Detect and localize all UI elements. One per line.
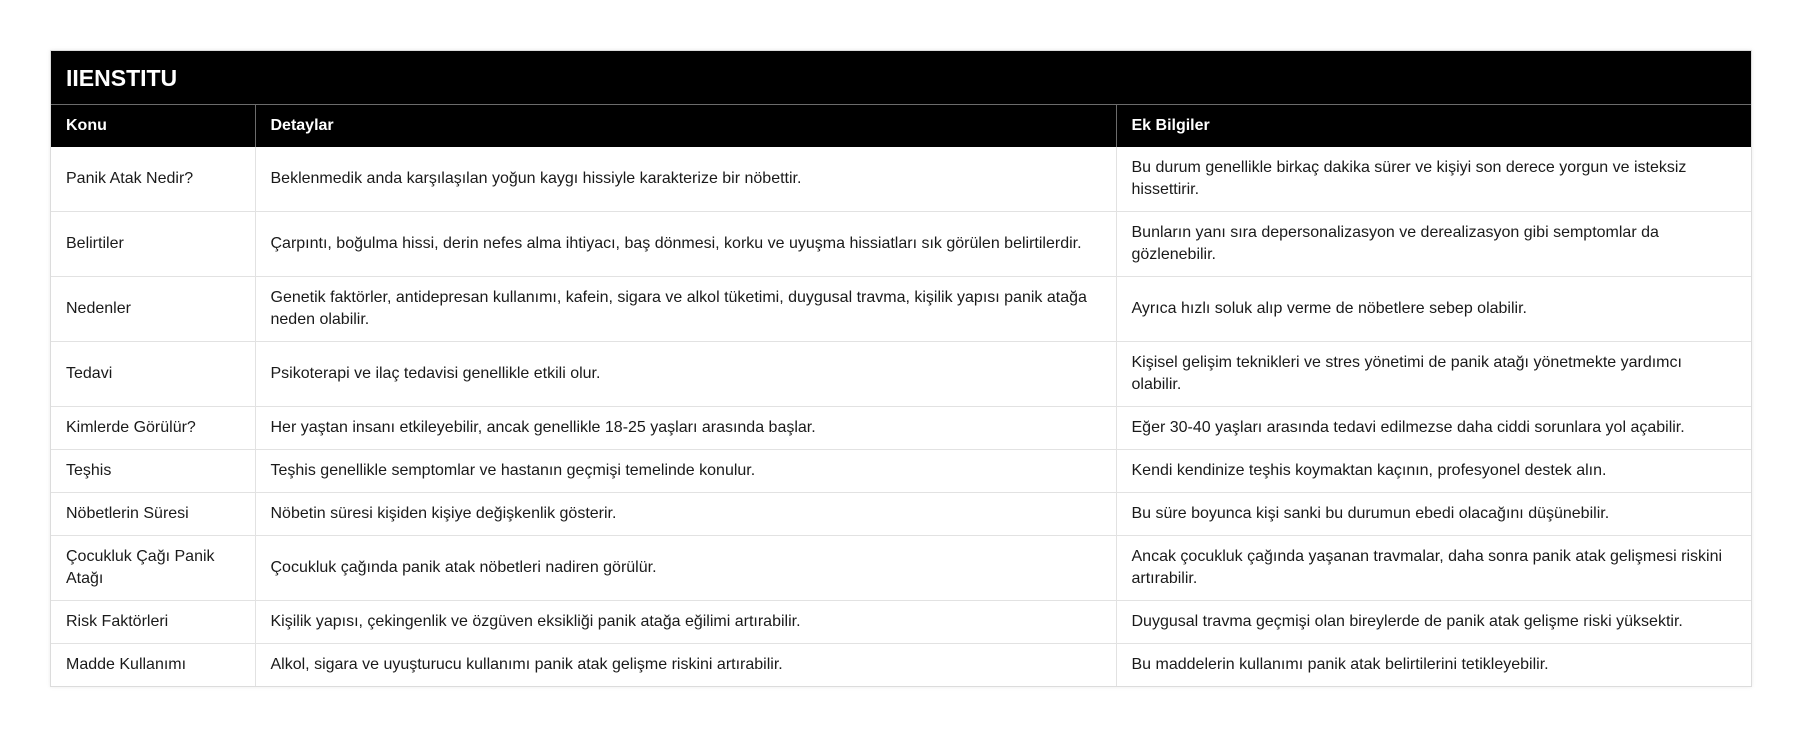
cell-detail: Beklenmedik anda karşılaşılan yoğun kaygı hissiyle karakterize bir nöbettir.	[255, 147, 1116, 212]
table-row	[51, 644, 1751, 687]
column-header-extra-info: Ek Bilgiler	[1116, 105, 1751, 147]
cell-topic: Teşhis	[51, 450, 255, 493]
cell-extra: Bu maddelerin kullanımı panik atak belirtilerini tetikleyebilir.	[1131, 656, 1549, 673]
table-row	[51, 493, 1751, 536]
cell-topic: Tedavi	[51, 342, 255, 407]
table-row	[51, 536, 1751, 601]
cell-extra: Eğer 30-40 yaşları arasında tedavi edilmezse daha ciddi sorunlara yol açabilir.	[1116, 407, 1751, 450]
cell-detail: Çocukluk çağında panik atak nöbetleri nadiren görülür.	[255, 536, 1116, 601]
cell-detail: Çarpıntı, boğulma hissi, derin nefes alma ihtiyacı, baş dönmesi, korku ve uyuşma hissiatları sık görülen belirtilerdir.	[255, 212, 1116, 277]
brand-title: IIENSTITU	[51, 51, 1751, 105]
table-row	[51, 147, 1751, 212]
cell-topic: Risk Faktörleri	[51, 601, 255, 644]
cell-topic: Çocukluk Çağı Panik Atağı	[51, 536, 255, 601]
table-row	[51, 450, 1751, 493]
column-header-topic: Konu	[51, 105, 255, 147]
cell-detail: Alkol, sigara ve uyuşturucu kullanımı panik atak gelişme riskini artırabilir.	[255, 644, 1116, 687]
cell-topic: Nedenler	[51, 277, 255, 342]
cell-topic: Belirtiler	[51, 212, 255, 277]
cell-detail: Psikoterapi ve ilaç tedavisi genellikle etkili olur.	[255, 342, 1116, 407]
cell-extra: Bu süre boyunca kişi sanki bu durumun ebedi olacağını düşünebilir.	[1116, 493, 1751, 536]
cell-extra: Kişisel gelişim teknikleri ve stres yönetimi de panik atağı yönetmekte yardımcı olabilir.	[1116, 342, 1751, 407]
info-table-card	[50, 50, 1752, 687]
cell-detail: Kişilik yapısı, çekingenlik ve özgüven eksikliği panik atağa eğilimi artırabilir.	[255, 601, 1116, 644]
cell-extra: Bu durum genellikle birkaç dakika sürer ve kişiyi son derece yorgun ve isteksiz hissettirir.	[1116, 147, 1751, 212]
cell-detail: Teşhis genellikle semptomlar ve hastanın geçmişi temelinde konulur.	[255, 450, 1116, 493]
cell-extra: Kendi kendinize teşhis koymaktan kaçının, profesyonel destek alın.	[1116, 450, 1751, 493]
cell-topic: Madde Kullanımı	[51, 644, 255, 687]
cell-extra: Bunların yanı sıra depersonalizasyon ve derealizasyon gibi semptomlar da gözlenebilir.	[1116, 212, 1751, 277]
cell-detail: Nöbetin süresi kişiden kişiye değişkenlik gösterir.	[255, 493, 1116, 536]
table-row	[51, 342, 1751, 407]
cell-topic: Kimlerde Görülür?	[51, 407, 255, 450]
cell-topic: Nöbetlerin Süresi	[51, 493, 255, 536]
table-row	[51, 277, 1751, 342]
cell-detail: Genetik faktörler, antidepresan kullanımı, kafein, sigara ve alkol tüketimi, duygusal travma, kişilik yapısı panik atağa neden olabilir.	[255, 277, 1116, 342]
info-table	[51, 105, 1751, 686]
table-header-row	[51, 105, 1751, 147]
cell-extra: Ancak çocukluk çağında yaşanan travmalar, daha sonra panik atak gelişmesi riskini artırabilir.	[1116, 536, 1751, 601]
cell-detail: Her yaştan insanı etkileyebilir, ancak genellikle 18-25 yaşları arasında başlar.	[255, 407, 1116, 450]
table-row	[51, 407, 1751, 450]
cell-extra: Duygusal travma geçmişi olan bireylerde de panik atak gelişme riski yüksektir.	[1116, 601, 1751, 644]
table-row	[51, 212, 1751, 277]
cell-extra: Ayrıca hızlı soluk alıp verme de nöbetlere sebep olabilir.	[1116, 277, 1751, 342]
column-header-details: Detaylar	[255, 105, 1116, 147]
table-row	[51, 601, 1751, 644]
cell-topic: Panik Atak Nedir?	[51, 147, 255, 212]
